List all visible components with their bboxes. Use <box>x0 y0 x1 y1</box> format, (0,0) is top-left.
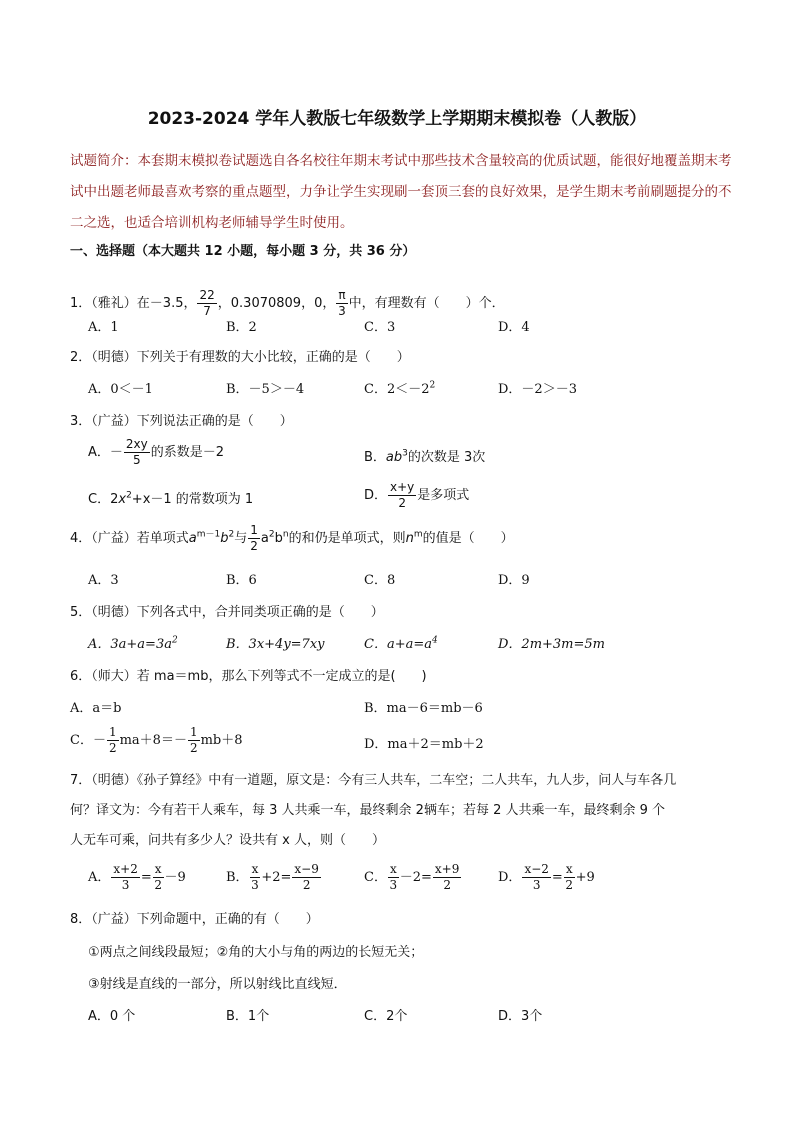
q1-f1-den: 7 <box>203 304 211 318</box>
q7-c-n1: x <box>389 862 397 876</box>
q6-c-mid: ma＋8＝－ <box>119 733 187 748</box>
q4-var-b2: b <box>274 531 283 546</box>
question-4 <box>70 523 514 554</box>
q4-sup-1: m－1 <box>196 529 221 540</box>
q4-sup-2: 2 <box>228 529 235 540</box>
intro-text: 试题简介：本套期末模拟卷试题选自各名校往年期末考试中那些技术含量较高的优质试题，能很好地覆盖期末考试中出题老师最喜欢考察的重点题型，力争让学生实现刷一套顶三套的良好效果，是学生期末考前刷题提分的不二之选，也适合培训机构老师辅导学生时使用。 <box>70 153 732 231</box>
q2-option-d: D．－2＞－3 <box>498 382 577 397</box>
q7-b-eq: +2= <box>261 870 292 885</box>
q3-option-b <box>364 446 485 465</box>
q6-option-b: B．ma－6＝mb－6 <box>364 701 483 716</box>
q3-b-sup: 3 <box>402 448 408 459</box>
q7-c-label: C． <box>364 870 387 885</box>
q7-a-d1: 3 <box>121 878 130 892</box>
q4-fraction <box>248 523 260 554</box>
q7-a-n1: x+2 <box>113 862 138 876</box>
q3-c-pre: C．2 <box>88 492 119 507</box>
q1-pre: 在－3.5， <box>136 296 197 311</box>
q7-d-label: D． <box>498 870 522 885</box>
q7-d-frac-1 <box>522 862 550 893</box>
q8-option-c: C．2个 <box>364 1009 408 1024</box>
q4-option-a: A．3 <box>88 573 119 588</box>
q3-a-pre: A．－ <box>88 445 123 460</box>
q3-c-sup: 2 <box>126 490 132 501</box>
q1-f1-num: 22 <box>199 288 215 302</box>
question-2: 2．（明德）下列关于有理数的大小比较，正确的是（ ） <box>70 350 410 365</box>
q7-b-n2: x−9 <box>294 862 319 876</box>
q4-end: 的值是（ ） <box>422 531 514 546</box>
q1-post: 中，有理数有（ ）个． <box>348 296 505 311</box>
q7-a-frac-1 <box>111 862 139 893</box>
q7-a-n2: x <box>154 862 162 876</box>
q3-d-den: 2 <box>398 496 406 510</box>
q6-c-fraction-2 <box>188 725 200 756</box>
q1-option-a: A．1 <box>88 320 119 335</box>
q6-c-f1-den: 2 <box>108 741 117 755</box>
q1-source: （雅礼） <box>91 296 137 311</box>
q7-d-frac-2 <box>564 862 575 893</box>
q3-d-num: x+y <box>390 480 415 494</box>
q3-a-fraction <box>124 437 150 468</box>
q3-b-var: ab <box>385 450 403 465</box>
q3-option-d <box>364 480 469 511</box>
q7-c-d2: 2 <box>443 878 451 892</box>
q4-frac-den: 2 <box>250 539 258 553</box>
q1-number: 1． <box>70 296 92 311</box>
q7-b-frac-2 <box>292 862 320 893</box>
q8-option-d: D．3个 <box>498 1009 543 1024</box>
q3-option-a <box>88 437 224 468</box>
q1-option-c: C．3 <box>364 320 396 335</box>
q4-pre: 4．（广益）若单项式 <box>70 531 189 546</box>
q7-c-d1: 3 <box>389 878 398 892</box>
q7-d-n2: x <box>565 862 573 876</box>
q5-c-sup: 4 <box>431 635 438 646</box>
q4-sup-5: m <box>413 529 423 540</box>
q6-c-fraction-1 <box>107 725 119 756</box>
q5-option-b: B．3x+4y=7xy <box>226 637 325 652</box>
q4-option-c: C．8 <box>364 573 396 588</box>
q7-option-b <box>226 862 322 893</box>
q5-option-c <box>364 633 438 652</box>
q4-var-a: a <box>188 531 197 546</box>
question-5: 5．（明德）下列各式中，合并同类项正确的是（ ） <box>70 605 384 620</box>
q3-a-post: 的系数是－2 <box>150 445 225 460</box>
q5-c-text: C．a+a=a <box>364 637 432 652</box>
q1-option-b: B．2 <box>226 320 257 335</box>
section-heading: 一、选择题（本大题共 12 小题，每小题 3 分，共 36 分） <box>70 244 416 259</box>
question-7-line-3: 人无车可乘，问共有多少人？设共有 x 人，则（ ） <box>70 833 385 848</box>
question-7-line-2: 何？译文为：今有若干人乘车，每 3 人共乘一车，最终剩余 2辆车；若每 2 人共乘一车，最终剩余 9 个 <box>70 803 666 818</box>
q7-d-d1: 3 <box>532 878 541 892</box>
q2-c-text: C．2＜－2 <box>364 382 430 397</box>
q3-b-post: 的次数是 3次 <box>407 450 486 465</box>
q7-d-d2: 2 <box>565 878 574 892</box>
q7-b-d1: 3 <box>251 878 259 892</box>
q3-c-post: +x－1 的常数项为 1 <box>131 492 254 507</box>
q5-a-sup: 2 <box>171 635 178 646</box>
q4-post: 的和仍是单项式，则 <box>288 531 406 546</box>
q5-option-d: D．2m+3m=5m <box>498 637 606 652</box>
q7-option-d <box>498 862 595 893</box>
q5-option-a <box>88 633 178 652</box>
q3-a-den: 5 <box>133 453 141 467</box>
question-1 <box>70 288 505 319</box>
q7-a-d2: 2 <box>154 878 162 892</box>
q8-statement-2: ③射线是直线的一部分，所以射线比直线短． <box>88 977 347 992</box>
q1-mid: ，0.3070809，0， <box>217 296 336 311</box>
q7-d-eq: = <box>551 870 563 885</box>
q4-sup-3: 2 <box>268 529 275 540</box>
question-3: 3．（广益）下列说法正确的是（ ） <box>70 414 293 429</box>
q3-option-c <box>88 488 253 507</box>
q4-var-b: b <box>220 531 229 546</box>
q7-c-frac-1 <box>388 862 399 893</box>
q1-fraction-2 <box>336 288 347 319</box>
question-7-line-1: 7．（明德）《孙子算经》中有一道题，原文是：今有三人共车，二车空；二人共车，九人步，问人与车各几 <box>70 773 677 788</box>
q5-a-text: A．3a+a=3a <box>88 637 172 652</box>
q3-c-var: x <box>118 492 127 507</box>
q3-d-post: 是多项式 <box>417 488 470 503</box>
q1-option-d: D．4 <box>498 320 530 335</box>
q7-b-d2: 2 <box>302 878 311 892</box>
q7-b-n1: x <box>251 862 259 876</box>
q7-a-frac-2 <box>153 862 164 893</box>
q1-f2-den: 3 <box>338 304 346 318</box>
q3-d-pre: D． <box>364 488 388 503</box>
q7-b-label: B． <box>226 870 249 885</box>
q8-statement-1: ①两点之间线段最短；②角的大小与角的两边的长短无关； <box>88 945 424 960</box>
q4-frac-num: 1 <box>250 523 258 537</box>
q3-b-label: B． <box>364 450 386 465</box>
q6-c-f1-num: 1 <box>108 725 117 739</box>
q8-option-a: A．0 个 <box>88 1009 136 1024</box>
q4-var-a2: a <box>260 531 269 546</box>
q2-option-c <box>364 378 435 397</box>
q7-a-label: A． <box>88 870 111 885</box>
q6-option-d: D．ma＋2＝mb＋2 <box>364 737 484 752</box>
q8-option-b: B．1个 <box>226 1009 270 1024</box>
q7-c-n2: x+9 <box>434 862 460 876</box>
q2-option-b: B．－5＞－4 <box>226 382 305 397</box>
q7-c-frac-2 <box>433 862 461 893</box>
q6-c-post: mb＋8 <box>200 733 243 748</box>
q7-option-c <box>364 862 462 893</box>
question-8: 8．（广益）下列命题中，正确的有（ ） <box>70 912 319 927</box>
q7-d-n1: x−2 <box>524 862 549 876</box>
q2-option-a: A．0＜－1 <box>88 382 153 397</box>
q3-a-num: 2xy <box>125 437 148 451</box>
q7-c-eq: －2= <box>399 870 432 885</box>
q7-b-frac-1 <box>250 862 261 893</box>
page-title: 2023-2024 学年人教版七年级数学上学期期末模拟卷（人教版） <box>147 109 647 129</box>
q4-var-n: n <box>405 531 414 546</box>
q4-option-b: B．6 <box>226 573 257 588</box>
q7-a-eq: = <box>140 870 152 885</box>
q1-f2-num: π <box>338 288 346 302</box>
q4-option-d: D．9 <box>498 573 530 588</box>
q7-a-tail: －9 <box>164 870 186 885</box>
q6-option-a: A．a＝b <box>70 701 122 716</box>
q6-option-c <box>70 725 243 756</box>
q4-sup-4: n <box>282 529 289 540</box>
q3-d-fraction <box>388 480 416 511</box>
q7-option-a <box>88 862 186 893</box>
question-6: 6．（师大）若 ma＝mb，那么下列等式不一定成立的是( ) <box>70 669 427 684</box>
q2-c-sup: 2 <box>429 380 436 391</box>
q6-c-f2-den: 2 <box>189 741 198 755</box>
q6-c-f2-num: 1 <box>189 725 198 739</box>
q4-mid: 与 <box>234 531 248 546</box>
q7-d-tail: +9 <box>575 870 595 885</box>
q6-c-pre: C．－ <box>70 733 106 748</box>
q1-fraction-1 <box>197 288 216 319</box>
